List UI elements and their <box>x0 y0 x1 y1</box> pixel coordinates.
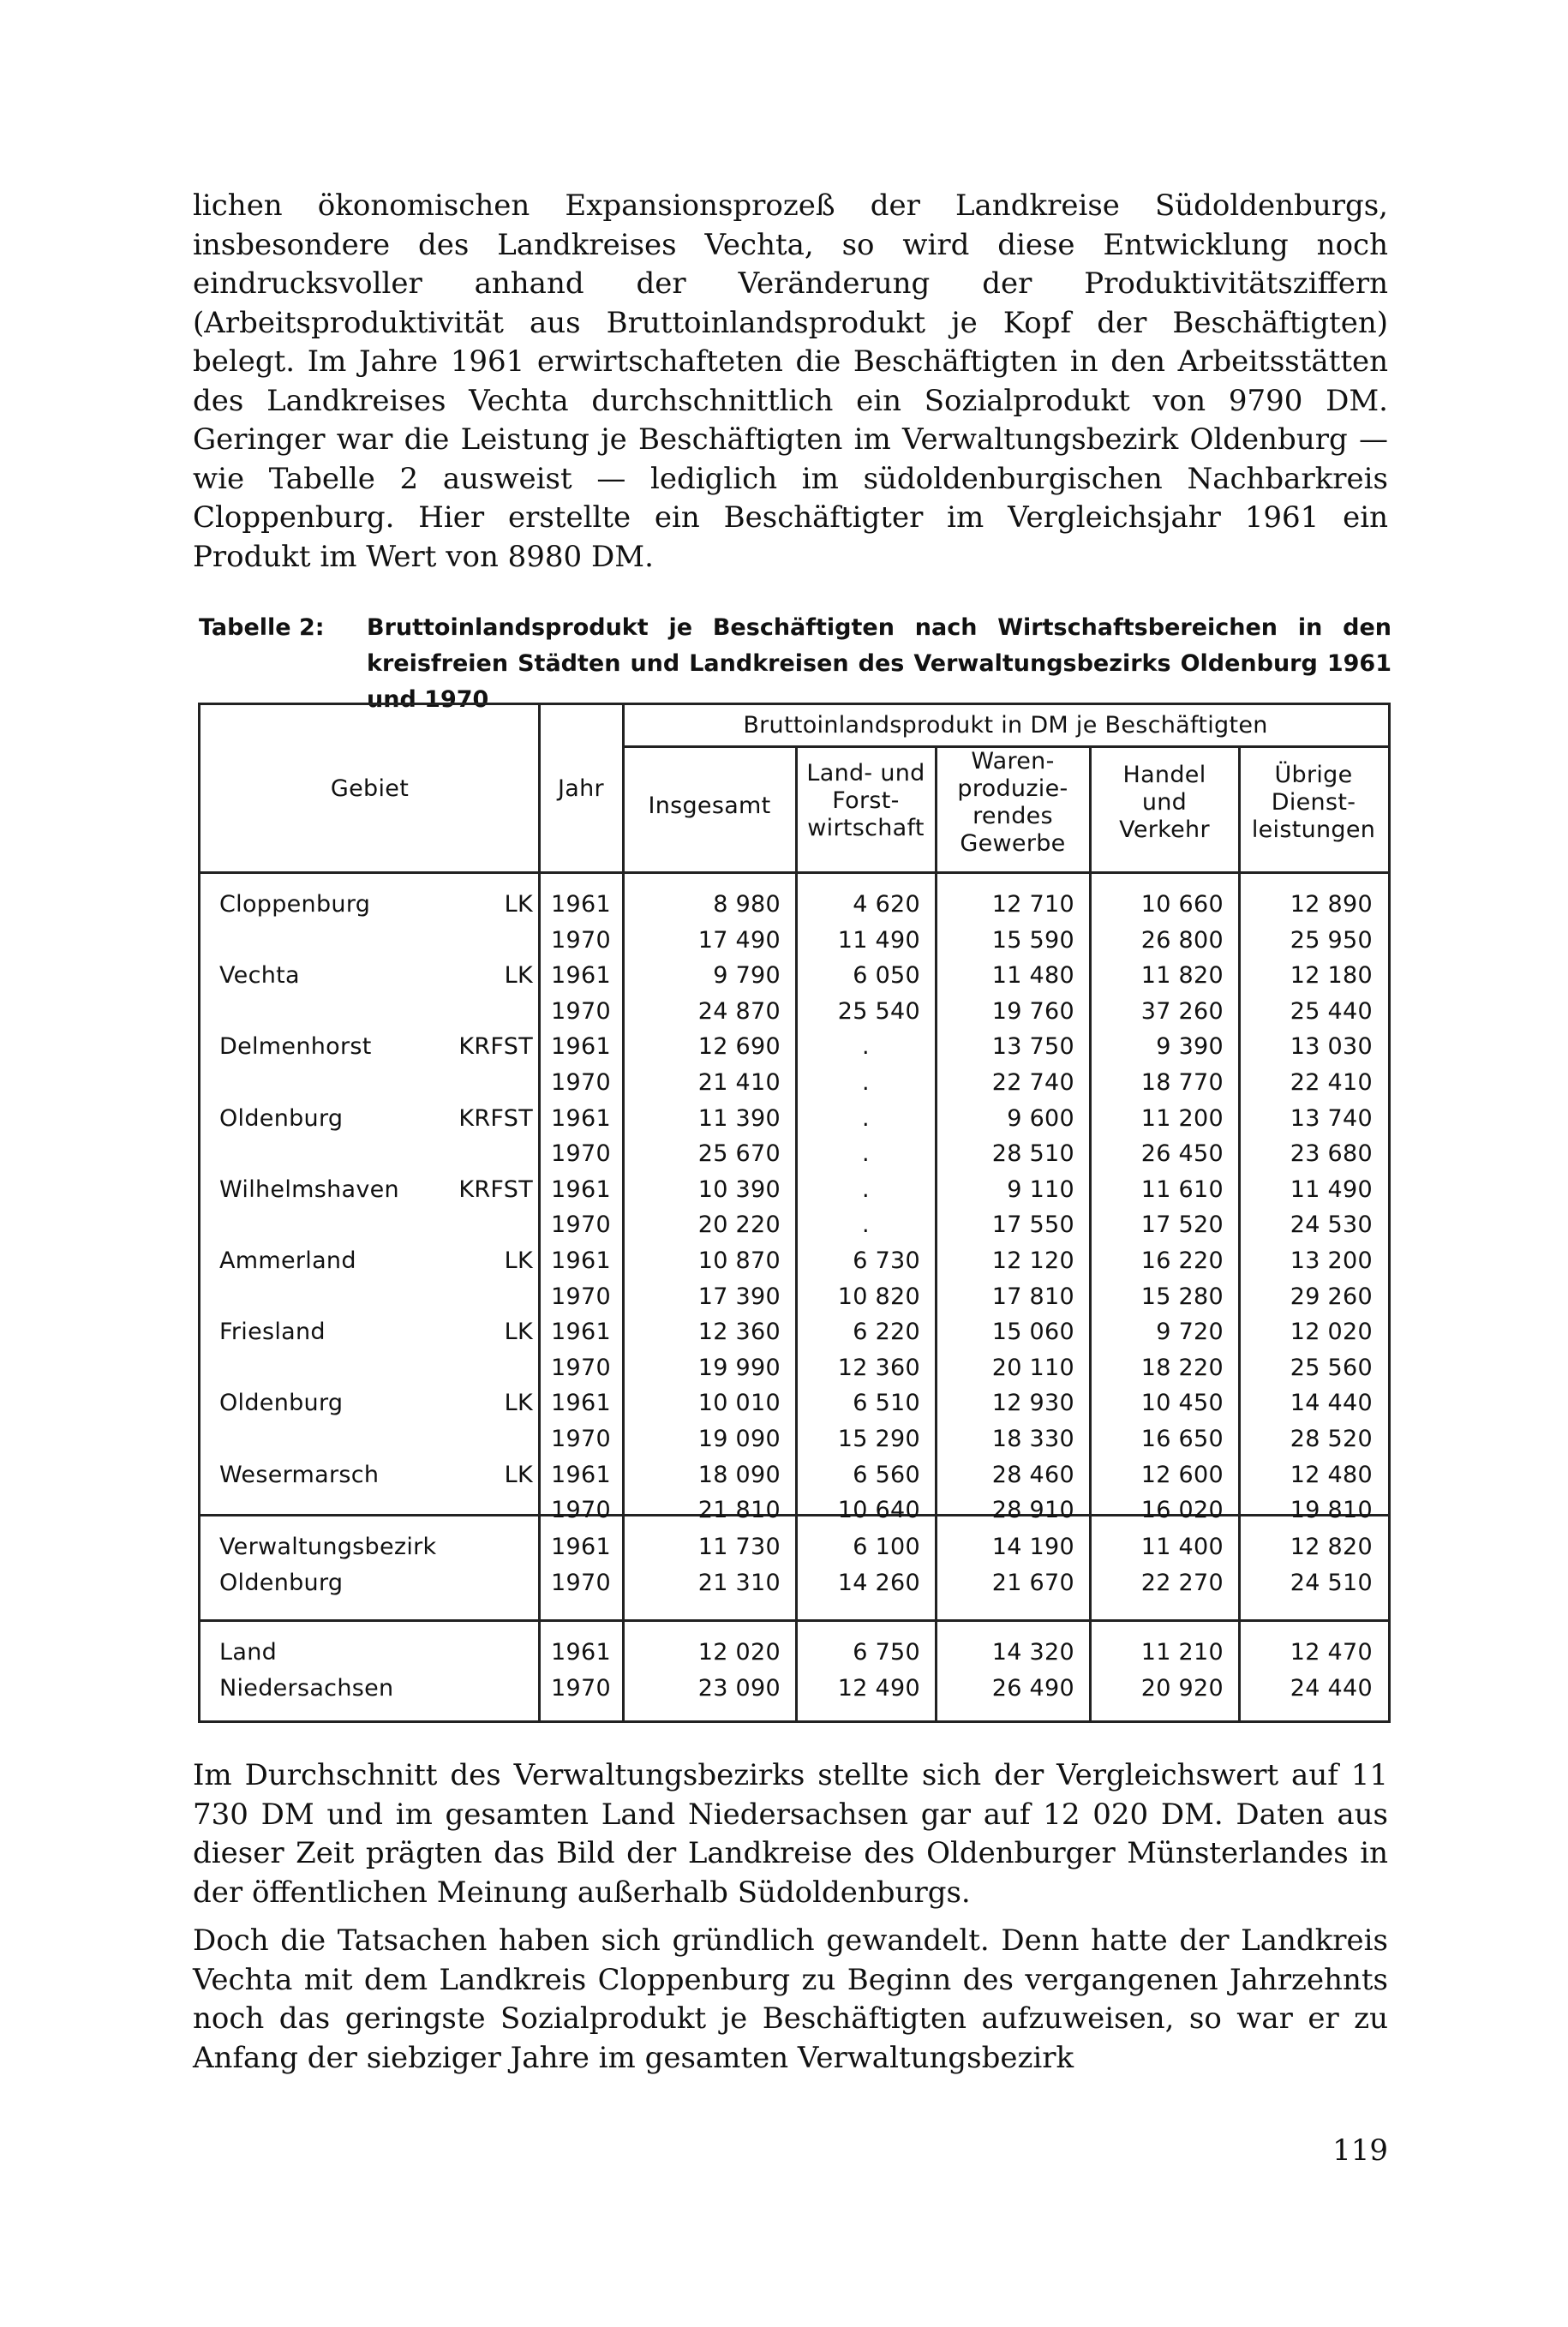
header-col-4: Handel und Verkehr <box>1119 762 1210 843</box>
total-name-line1: Verwaltungsbezirk <box>219 1534 437 1560</box>
year-cell: 1970 <box>551 997 611 1025</box>
value-cell: 25 950 <box>1290 926 1373 954</box>
year-cell: 1961 <box>551 1319 611 1346</box>
value-cell: 10 820 <box>837 1283 920 1310</box>
value-cell: 18 090 <box>697 1461 781 1488</box>
value-cell: 17 390 <box>697 1283 781 1310</box>
value-cell: 9 110 <box>1007 1175 1074 1203</box>
value-cell: 14 440 <box>1290 1390 1373 1417</box>
year-cell: 1961 <box>551 1033 611 1061</box>
value-cell: 11 200 <box>1140 1104 1224 1132</box>
table-title: Bruttoinlandsprodukt je Beschäftigten nach Wirtschaftsbereichen in den kreisfreien Städten und Landkreisen des Verwaltungsbezirks Oldenburg 1961 und 1970 <box>367 614 1391 713</box>
value-cell: 4 620 <box>853 891 920 918</box>
value-cell: 17 490 <box>697 926 781 954</box>
year-cell: 1961 <box>551 962 611 990</box>
value-cell: 10 640 <box>837 1497 920 1524</box>
value-cell: 6 220 <box>853 1319 920 1346</box>
value-cell: 12 710 <box>991 891 1074 918</box>
value-cell: 9 790 <box>713 962 781 990</box>
value-cell: . <box>862 1069 870 1096</box>
value-cell: 28 460 <box>991 1461 1074 1488</box>
value-cell: 21 410 <box>697 1069 781 1096</box>
value-cell: 14 320 <box>991 1639 1074 1666</box>
value-cell: 26 450 <box>1140 1140 1224 1168</box>
value-cell: 19 090 <box>697 1426 781 1452</box>
value-cell: 17 520 <box>1140 1211 1224 1239</box>
year-cell: 1961 <box>551 1639 611 1666</box>
value-cell: 12 490 <box>837 1674 920 1702</box>
value-cell: 24 530 <box>1290 1211 1373 1239</box>
total-name-line2: Niedersachsen <box>219 1674 394 1702</box>
value-cell: 25 670 <box>697 1140 781 1168</box>
value-cell: 22 740 <box>991 1069 1074 1096</box>
district-type: KRFST <box>458 1033 533 1061</box>
value-cell: . <box>862 1140 870 1168</box>
value-cell: 26 800 <box>1140 926 1224 954</box>
value-cell: 20 110 <box>991 1354 1074 1381</box>
value-cell: 12 820 <box>1290 1534 1373 1560</box>
value-cell: 12 360 <box>837 1354 920 1381</box>
year-cell: 1961 <box>551 891 611 918</box>
year-cell: 1961 <box>551 1247 611 1274</box>
district-type: LK <box>504 962 533 990</box>
value-cell: 13 740 <box>1290 1104 1373 1132</box>
value-cell: 6 750 <box>853 1639 920 1666</box>
value-cell: 13 750 <box>991 1033 1074 1061</box>
value-cell: 24 510 <box>1290 1569 1373 1596</box>
value-cell: 18 770 <box>1140 1069 1224 1096</box>
district-name: Delmenhorst <box>219 1033 372 1061</box>
value-cell: 9 600 <box>1007 1104 1074 1132</box>
value-cell: 11 390 <box>697 1104 781 1132</box>
value-cell: 6 050 <box>853 962 920 990</box>
value-cell: 11 820 <box>1140 962 1224 990</box>
value-cell: 17 550 <box>991 1211 1074 1239</box>
header-col-3: Waren- produzie- rendes Gewerbe <box>957 748 1068 857</box>
district-type: LK <box>504 891 533 918</box>
value-cell: 16 020 <box>1140 1497 1224 1524</box>
district-name: Ammerland <box>219 1247 356 1274</box>
district-type: LK <box>504 1390 533 1417</box>
year-cell: 1970 <box>551 1497 611 1524</box>
year-cell: 1970 <box>551 1069 611 1096</box>
district-name: Vechta <box>219 962 300 990</box>
value-cell: 21 810 <box>697 1497 781 1524</box>
value-cell: 12 020 <box>697 1639 781 1666</box>
value-cell: 22 270 <box>1140 1569 1224 1596</box>
value-cell: 28 520 <box>1290 1426 1373 1452</box>
value-cell: 19 760 <box>991 997 1074 1025</box>
district-name: Oldenburg <box>219 1104 344 1132</box>
header-col-1: Insgesamt <box>648 793 771 819</box>
value-cell: 13 030 <box>1290 1033 1373 1061</box>
table-rule <box>200 871 1388 874</box>
value-cell: 25 540 <box>837 997 920 1025</box>
district-name: Oldenburg <box>219 1390 344 1417</box>
header-col-2: Land- und Forst- wirtschaft <box>806 760 925 841</box>
value-cell: 12 470 <box>1290 1639 1373 1666</box>
value-cell: 14 190 <box>991 1534 1074 1560</box>
header-jahr: Jahr <box>558 775 604 802</box>
year-cell: 1970 <box>551 1140 611 1168</box>
total-name-line1: Land <box>219 1639 278 1666</box>
value-cell: 12 020 <box>1290 1319 1373 1346</box>
value-cell: 21 670 <box>991 1569 1074 1596</box>
year-cell: 1961 <box>551 1461 611 1488</box>
value-cell: 11 480 <box>991 962 1074 990</box>
value-cell: 10 870 <box>697 1247 781 1274</box>
value-cell: . <box>862 1211 870 1239</box>
value-cell: 12 690 <box>697 1033 781 1061</box>
value-cell: 6 510 <box>853 1390 920 1417</box>
value-cell: 12 480 <box>1290 1461 1373 1488</box>
value-cell: 25 440 <box>1290 997 1373 1025</box>
value-cell: 13 200 <box>1290 1247 1373 1274</box>
value-cell: 19 990 <box>697 1354 781 1381</box>
value-cell: 24 440 <box>1290 1674 1373 1702</box>
value-cell: 10 450 <box>1140 1390 1224 1417</box>
paragraph-change: Doch die Tatsachen haben sich gründlich gewandelt. Denn hatte der Landkreis Vechta mit dem Landkreis Cloppenburg zu Beginn des vergangenen Jahrzehnts noch das geringste Sozialprodukt je Beschäftigten aufzuweisen, so war er zu Anfang der siebziger Jahre im gesamten Verwaltungsbezirk <box>193 1923 1388 2075</box>
value-cell: 29 260 <box>1290 1283 1373 1310</box>
value-cell: 11 490 <box>1290 1175 1373 1203</box>
district-name: Cloppenburg <box>219 891 371 918</box>
year-cell: 1961 <box>551 1534 611 1560</box>
value-cell: 18 330 <box>991 1426 1074 1452</box>
total-name-line2: Oldenburg <box>219 1569 344 1596</box>
year-cell: 1961 <box>551 1104 611 1132</box>
year-cell: 1961 <box>551 1390 611 1417</box>
value-cell: 9 720 <box>1156 1319 1224 1346</box>
value-cell: 37 260 <box>1140 997 1224 1025</box>
value-cell: 23 680 <box>1290 1140 1373 1168</box>
value-cell: . <box>862 1175 870 1203</box>
value-cell: 25 560 <box>1290 1354 1373 1381</box>
district-name: Wesermarsch <box>219 1461 380 1488</box>
paragraph-intro: lichen ökonomischen Expansionsprozeß der Landkreise Südoldenburgs, insbesondere des Landkreises Vechta, so wird diese Entwicklung noch eindrucksvoller anhand der Veränderung der Produktivitätsziffern (Arbeitsproduktivität aus Bruttoinlandsprodukt je Kopf der Beschäftigten) belegt. Im Jahre 1961 erwirtschafteten die Beschäftigten in den Arbeitsstätten des Landkreises Vechta durchschnittlich ein Sozialprodukt von 9790 DM. Geringer war die Leistung je Beschäftigten im Verwaltungsbezirk Oldenburg — wie Tabelle 2 ausweist — lediglich im südoldenburgischen Nachbarkreis Cloppenburg. Hier erstellte ein Beschäftigter im Vergleichsjahr 1961 ein Produkt im Wert von 8980 DM. <box>193 188 1388 574</box>
value-cell: 10 010 <box>697 1390 781 1417</box>
year-cell: 1970 <box>551 1211 611 1239</box>
value-cell: 11 610 <box>1140 1175 1224 1203</box>
year-cell: 1970 <box>551 1426 611 1452</box>
value-cell: 16 650 <box>1140 1426 1224 1452</box>
year-cell: 1970 <box>551 1674 611 1702</box>
year-cell: 1970 <box>551 926 611 954</box>
value-cell: 12 120 <box>991 1247 1074 1274</box>
value-cell: 28 510 <box>991 1140 1074 1168</box>
value-cell: 6 730 <box>853 1247 920 1274</box>
value-cell: 22 410 <box>1290 1069 1373 1096</box>
year-cell: 1961 <box>551 1175 611 1203</box>
value-cell: 11 490 <box>837 926 920 954</box>
table-rule <box>200 1619 1388 1622</box>
district-name: Friesland <box>219 1319 326 1346</box>
value-cell: 21 310 <box>697 1569 781 1596</box>
value-cell: 23 090 <box>697 1674 781 1702</box>
value-cell: 12 360 <box>697 1319 781 1346</box>
value-cell: 20 920 <box>1140 1674 1224 1702</box>
value-cell: 11 730 <box>697 1534 781 1560</box>
value-cell: 15 590 <box>991 926 1074 954</box>
district-type: LK <box>504 1247 533 1274</box>
value-cell: 26 490 <box>991 1674 1074 1702</box>
year-cell: 1970 <box>551 1354 611 1381</box>
value-cell: 6 100 <box>853 1534 920 1560</box>
value-cell: 12 890 <box>1290 891 1373 918</box>
year-cell: 1970 <box>551 1569 611 1596</box>
district-type: KRFST <box>458 1104 533 1132</box>
value-cell: 11 210 <box>1140 1639 1224 1666</box>
value-cell: 15 280 <box>1140 1283 1224 1310</box>
district-type: KRFST <box>458 1175 533 1203</box>
value-cell: 10 390 <box>697 1175 781 1203</box>
value-cell: 12 600 <box>1140 1461 1224 1488</box>
value-cell: 15 060 <box>991 1319 1074 1346</box>
value-cell: 8 980 <box>713 891 781 918</box>
value-cell: 9 390 <box>1156 1033 1224 1061</box>
value-cell: 12 180 <box>1290 962 1373 990</box>
table-label: Tabelle 2: <box>199 614 325 641</box>
district-type: LK <box>504 1319 533 1346</box>
value-cell: 19 810 <box>1290 1497 1373 1524</box>
value-cell: 17 810 <box>991 1283 1074 1310</box>
header-group: Bruttoinlandsprodukt in DM je Beschäftigten <box>743 712 1268 739</box>
value-cell: 16 220 <box>1140 1247 1224 1274</box>
header-gebiet: Gebiet <box>330 775 410 802</box>
value-cell: 15 290 <box>837 1426 920 1452</box>
paragraph-average: Im Durchschnitt des Verwaltungsbezirks stellte sich der Vergleichswert auf 11 730 DM und im gesamten Land Niedersachsen gar auf 12 020 DM. Daten aus dieser Zeit prägten das Bild der Landkreise des Oldenburger Münsterlandes in der öffentlichen Meinung außerhalb Südoldenburgs. <box>193 1758 1388 1910</box>
page-number: 119 <box>1332 2133 1388 2168</box>
value-cell: 28 910 <box>991 1497 1074 1524</box>
value-cell: 10 660 <box>1140 891 1224 918</box>
header-col-5: Übrige Dienst- leistungen <box>1251 762 1376 843</box>
value-cell: 18 220 <box>1140 1354 1224 1381</box>
value-cell: 6 560 <box>853 1461 920 1488</box>
gdp-table <box>198 703 1391 1723</box>
value-cell: 20 220 <box>697 1211 781 1239</box>
value-cell: . <box>862 1104 870 1132</box>
value-cell: 11 400 <box>1140 1534 1224 1560</box>
value-cell: 24 870 <box>697 997 781 1025</box>
district-name: Wilhelmshaven <box>219 1175 399 1203</box>
value-cell: 14 260 <box>837 1569 920 1596</box>
district-type: LK <box>504 1461 533 1488</box>
year-cell: 1970 <box>551 1283 611 1310</box>
value-cell: 12 930 <box>991 1390 1074 1417</box>
value-cell: . <box>862 1033 870 1061</box>
